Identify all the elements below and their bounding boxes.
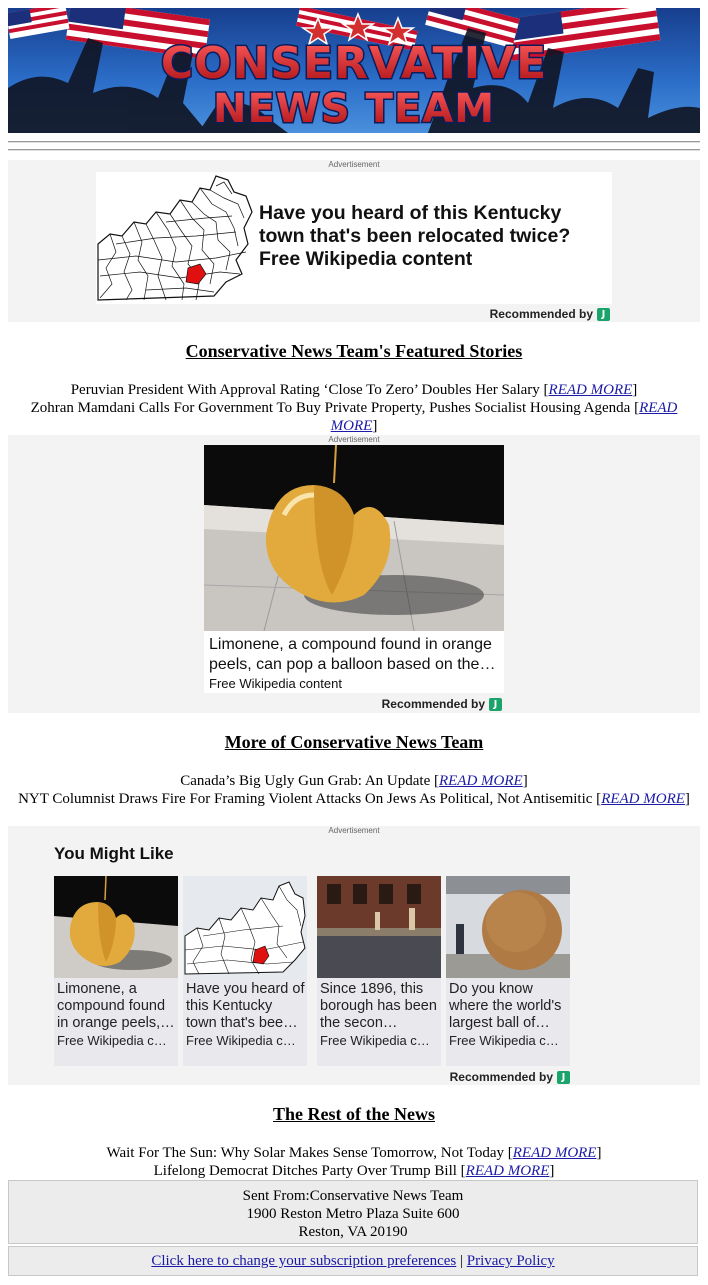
card-source: Free Wikipedia c… bbox=[449, 1033, 559, 1048]
link-separator: | bbox=[456, 1253, 467, 1269]
recommended-by-label: Recommended by bbox=[489, 307, 593, 321]
twine-ball-image-icon bbox=[446, 876, 570, 978]
card-image bbox=[446, 876, 570, 978]
ad-heading: You Might Like bbox=[54, 844, 174, 863]
story-headline: NYT Columnist Draws Fire For Framing Violent Attacks On Jews As Political, Not Antisemitic [ bbox=[18, 791, 602, 807]
bracket: ] bbox=[596, 1145, 602, 1161]
footer-links bbox=[8, 1246, 698, 1276]
recommender-logo-icon: J bbox=[597, 308, 610, 321]
read-more-link[interactable]: READ MORE bbox=[601, 791, 685, 807]
card-image bbox=[183, 876, 307, 978]
header-banner bbox=[8, 8, 700, 133]
recommender-logo-icon: J bbox=[489, 698, 502, 711]
story-item bbox=[8, 381, 700, 399]
card-source: Free Wikipedia c… bbox=[57, 1033, 167, 1048]
balloon-image-icon bbox=[204, 445, 504, 631]
footer-address bbox=[8, 1180, 698, 1244]
section-title-more: More of Conservative News Team bbox=[224, 732, 484, 752]
recommender-logo-icon: J bbox=[557, 1071, 570, 1084]
recommended-by[interactable] bbox=[450, 1070, 570, 1084]
story-item bbox=[8, 790, 700, 808]
ad-card[interactable] bbox=[54, 876, 178, 1066]
banner-title-line2: NEWS TEAM bbox=[212, 86, 496, 132]
story-item bbox=[8, 1162, 700, 1180]
ad-card[interactable] bbox=[317, 876, 441, 1066]
ad-label: Advertisement bbox=[328, 160, 380, 169]
story-headline: Peruvian President With Approval Rating ‘Close To Zero’ Doubles Her Salary [ bbox=[70, 382, 549, 398]
read-more-link[interactable]: READ MORE bbox=[512, 1145, 597, 1161]
story-headline: Lifelong Democrat Ditches Party Over Trump Bill [ bbox=[153, 1163, 466, 1179]
privacy-policy-link[interactable]: Privacy Policy bbox=[466, 1253, 555, 1269]
bracket: ] bbox=[522, 773, 528, 789]
sent-from: Sent From:Conservative News Team bbox=[242, 1188, 464, 1204]
read-more-link[interactable]: READ MORE bbox=[548, 382, 633, 398]
story-headline: Wait For The Sun: Why Solar Makes Sense Tomorrow, Not Today [ bbox=[106, 1145, 513, 1161]
bracket: ] bbox=[372, 418, 378, 434]
recommended-by-label: Recommended by bbox=[381, 697, 485, 711]
ad-title[interactable]: Have you heard of this Kentucky town that's been relocated twice? Free Wikipedia content bbox=[259, 202, 571, 270]
card-source: Free Wikipedia c… bbox=[320, 1033, 430, 1048]
bracket: ] bbox=[549, 1163, 555, 1179]
bracket: ] bbox=[632, 382, 638, 398]
kentucky-map-icon bbox=[96, 172, 256, 304]
story-item bbox=[8, 1144, 700, 1162]
ad-block-kentucky[interactable] bbox=[8, 160, 700, 322]
section-title-rest: The Rest of the News bbox=[273, 1104, 435, 1124]
ad-label: Advertisement bbox=[328, 435, 380, 444]
ad-card[interactable] bbox=[183, 876, 307, 1066]
ad-card[interactable] bbox=[446, 876, 570, 1066]
story-item bbox=[8, 399, 700, 435]
card-title[interactable]: Do you know where the world's largest ball of… bbox=[449, 981, 562, 1031]
borough-street-image-icon bbox=[317, 876, 441, 978]
ad-title[interactable]: Limonene, a compound found in orange peels, can pop a balloon based on the… bbox=[209, 636, 496, 673]
card-source: Free Wikipedia c… bbox=[186, 1033, 296, 1048]
card-title[interactable]: Limonene, a compound found in orange peels,… bbox=[57, 981, 175, 1031]
story-headline: Canada’s Big Ugly Gun Grab: An Update [ bbox=[180, 773, 439, 789]
card-image bbox=[54, 876, 178, 978]
ad-label: Advertisement bbox=[328, 826, 380, 835]
banner-graphic bbox=[8, 8, 700, 133]
ad-block-you-might-like[interactable] bbox=[8, 826, 700, 1085]
divider bbox=[8, 149, 700, 151]
story-headline: Zohran Mamdani Calls For Government To Buy Private Property, Pushes Socialist Housing Agenda [ bbox=[30, 400, 640, 416]
card-image bbox=[317, 876, 441, 978]
recommended-by[interactable] bbox=[382, 697, 502, 711]
recommended-by-label: Recommended by bbox=[449, 1070, 553, 1084]
subscription-preferences-link[interactable]: Click here to change your subscription preferences bbox=[151, 1253, 457, 1269]
read-more-link[interactable]: READ MORE bbox=[465, 1163, 550, 1179]
divider bbox=[8, 141, 700, 143]
ad-source: Free Wikipedia content bbox=[209, 676, 342, 691]
read-more-link[interactable]: READ MORE bbox=[330, 400, 678, 434]
ad-text-box[interactable] bbox=[204, 631, 504, 693]
card-title[interactable]: Since 1896, this borough has been the secon… bbox=[320, 981, 437, 1031]
story-item bbox=[8, 772, 700, 790]
ad-card[interactable] bbox=[96, 172, 612, 304]
card-title[interactable]: Have you heard of this Kentucky town that's bee… bbox=[186, 981, 305, 1031]
section-title-featured: Conservative News Team's Featured Stories bbox=[185, 341, 523, 361]
balloon-image-icon bbox=[54, 876, 178, 978]
banner-title-line1: CONSERVATIVE bbox=[160, 38, 548, 89]
address-line2: Reston, VA 20190 bbox=[298, 1224, 408, 1240]
read-more-link[interactable]: READ MORE bbox=[438, 773, 523, 789]
kentucky-map-icon bbox=[183, 876, 307, 978]
recommended-by[interactable] bbox=[490, 307, 610, 321]
ad-image[interactable] bbox=[204, 445, 504, 631]
ad-block-limonene[interactable] bbox=[8, 435, 700, 713]
bracket: ] bbox=[684, 791, 690, 807]
address-line1: 1900 Reston Metro Plaza Suite 600 bbox=[246, 1206, 460, 1222]
